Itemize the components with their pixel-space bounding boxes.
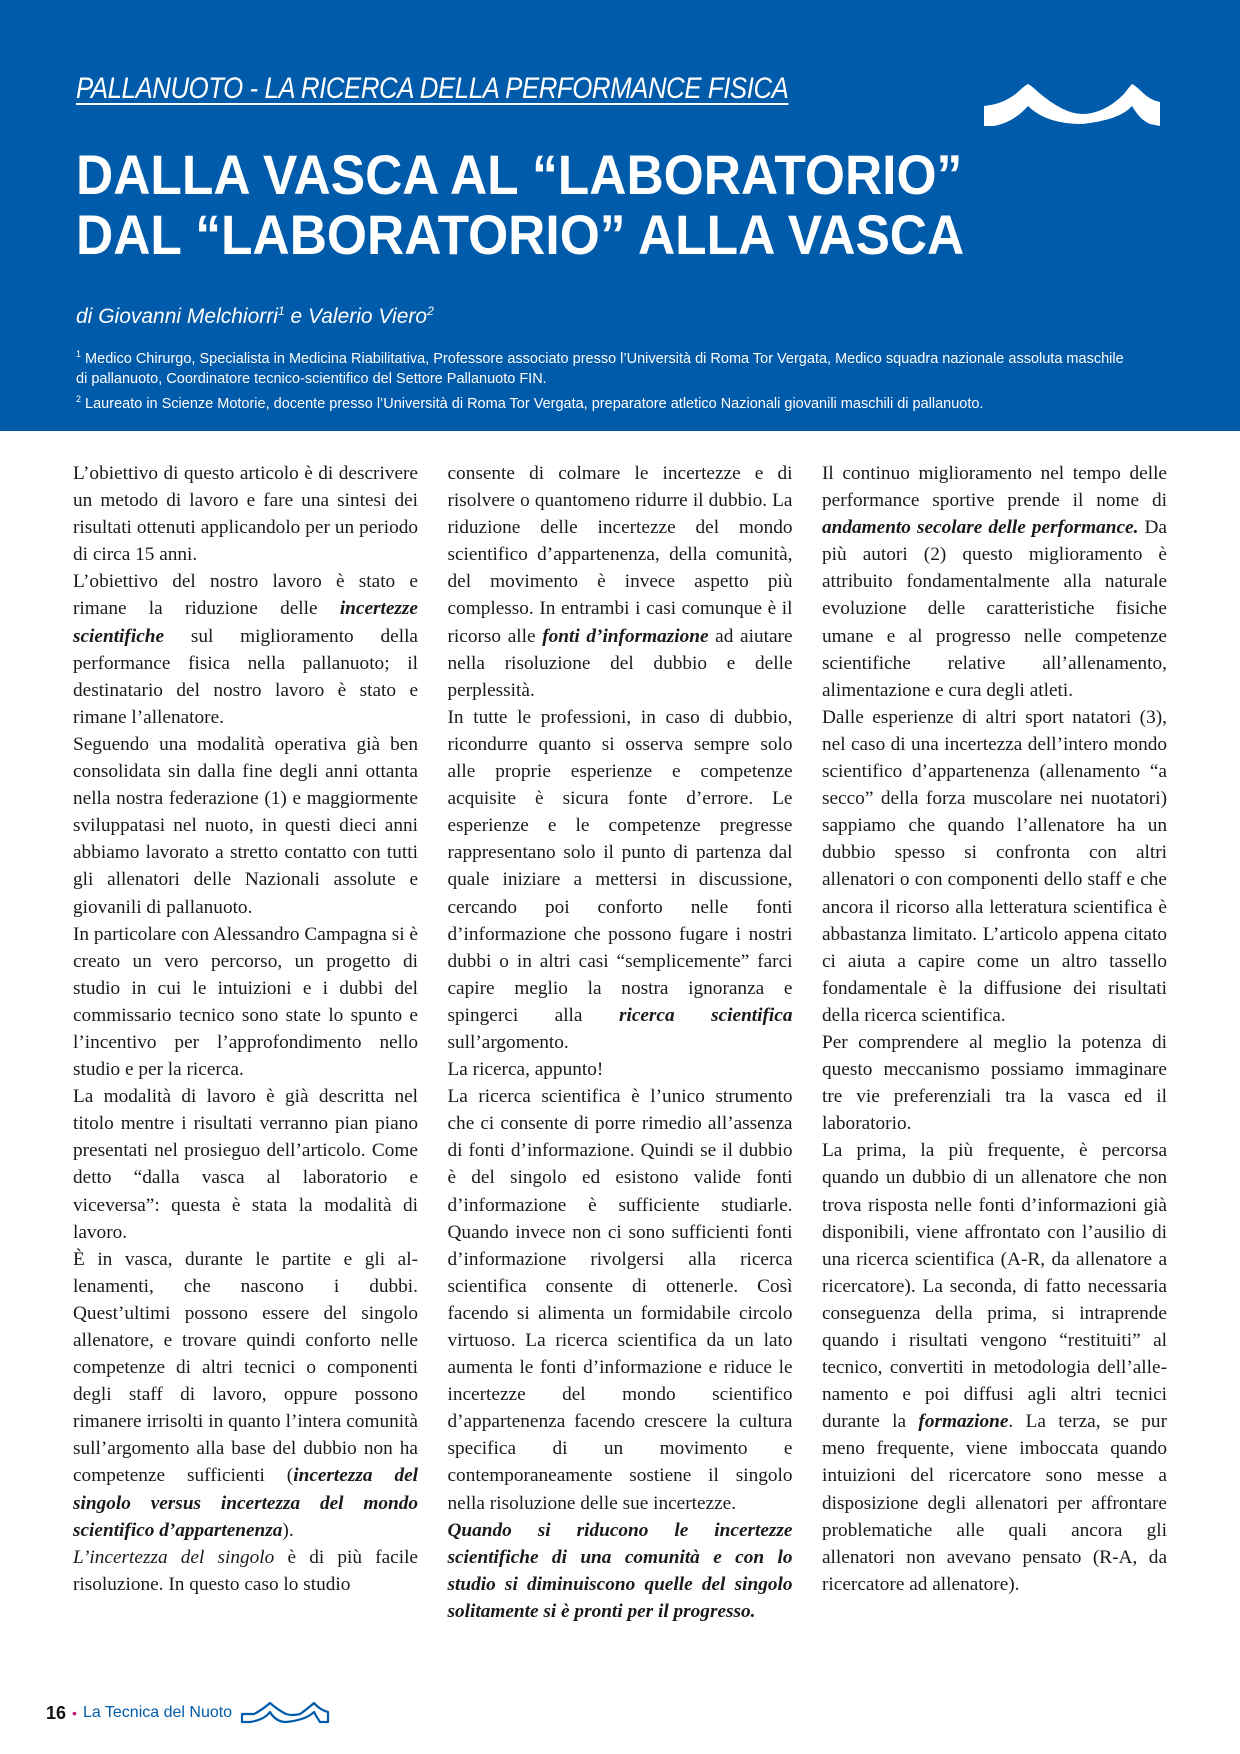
emphasis: andamento secolare delle performance.: [822, 517, 1139, 539]
magazine-name: La Tecnica del Nuoto: [82, 1704, 233, 1721]
footnote-1: $^1$ Medico Chirurgo, Specialista in Medicina Riabilitativa, Professore associato presso l’Università di Roma Tor Vergata, Medico squadra nazionale assoluta maschile di pallanuoto, Coordinatore tecnico-scientifico del Settore Pallanuoto FIN.: [76, 349, 1124, 387]
title-line-2: DAL “LABORATORIO” ALLA VASCA: [76, 203, 965, 266]
title-line-1: DALLA VASCA AL “LABORATORIO”: [76, 143, 963, 206]
paragraph: La modalità di lavoro è già descritta nel titolo mentre i risultati verranno pian piano presentati nel prosieguo dell’articolo. Come detto “dalla vasca al laboratorio e viceversa”: questa è stata la modalità di lavoro.: [73, 1086, 418, 1243]
author-footnotes: [76, 344, 1136, 414]
article-body: [73, 460, 1167, 1625]
author-1: Giovanni Melchiorri$^1$: [98, 304, 285, 328]
paragraph: In tutte le professioni, in caso di dubbio, ricondurre quanto si osserva sempre solo alle proprie esperienze e competenze acquisite è sicura fonte d’errore. Le esperienze e le competenze pregresse rappresentano solo il punto di partenza dal quale iniziare a mettersi in discussione, cercando poi conforto nelle fonti d’informazione che possono fugare i nostri dubbi o in altri casi “semplicemente” farci capire meglio la nostra ignoranza e spingerci alla ricerca scientifica sull’argomento.: [447, 706, 793, 1053]
paragraph: Per comprendere al meglio la potenza di questo meccanismo possiamo immaginare tre vie preferenziali tra la vasca ed il laboratorio.: [822, 1031, 1167, 1135]
wave-outline-icon: [240, 1700, 330, 1726]
column-3: [822, 460, 1167, 1625]
page-footer: [46, 1700, 330, 1726]
byline-conjunction: e: [290, 305, 303, 328]
author-2: Valerio Viero$^2$: [308, 304, 434, 328]
byline-prefix: di: [76, 305, 93, 328]
column-2: [448, 460, 793, 1625]
emphasis: incertezze scientifiche: [73, 598, 418, 647]
section-kicker: PALLANUOTO - LA RICERCA DELLA PERFORMANCE FISICA: [76, 72, 789, 105]
page-number: 16: [46, 1702, 67, 1723]
highlight-paragraph: Quando si riducono le incertezze scientifiche di una comunità e con lo studio si diminuiscono quelle del singolo solitamente si è pronti per il progresso.: [447, 1519, 793, 1622]
paragraph: L’incertezza del singolo è di più facile risoluzione. In questo caso lo studio: [73, 1546, 418, 1595]
paragraph: La ricerca, appunto!: [447, 1059, 604, 1081]
paragraph: L’obiettivo del nostro lavoro è stato e rimane la riduzione delle incertezze scientifiche sul miglioramento della performance fisica nella pallanuoto; il destinatario del nostro lavoro è stato e rimane l’allenatore.: [73, 571, 418, 728]
paragraph: Dalle esperienze di altri sport natatori (3), nel caso di una incertezza dell’intero mondo scientifico d’appartenenza (allenamento “a secco” della forza muscolare nei nuotatori) sappiamo che quando l’allenatore ha un dubbio spesso si confronta con altri allenatori o con componenti dello staff e che ancora il ricorso alla letteratura scientifica è abbastanza limitato. L’articolo appena citato ci aiuta a capire come un altro tassello fondamentale è la diffusione dei risultati della ricerca scientifica.: [822, 706, 1167, 1026]
footer-separator: •: [72, 1705, 77, 1721]
emphasis: incertezza del singolo versus incertezza del mondo scientifico d’appartenenza: [73, 1465, 419, 1541]
paragraph: È in vasca, durante le partite e gli allenamenti, che nascono i dubbi. Quest’ultimi possono essere del singolo allenatore, e trovare quindi conforto nelle competenze di altri tecnici o componenti degli staff di lavoro, oppure possono rimanere irrisolti in quanto l’intera comunità sull’argomento alla base del dubbio non ha competenze sufficienti (incertezza del singolo versus incertezza del mondo scientifico d’appartenenza).: [73, 1248, 419, 1541]
paragraph: La prima, la più frequente, è percorsa quando un dubbio di un allenatore che non trova risposta nelle fonti d’informazioni già disponibili, viene affrontato con l’ausilio di una ricerca scientifica (A-R, da allenatore a ricercatore). La seconda, di fatto necessaria conseguenza della prima, si intraprende quando i risultati vengono “restituiti” al tecnico, convertiti in metodologia dell’allenamento e poi diffusi agli altri tecnici durante la formazione. La terza, se pur meno frequente, viene imboccata quando intuizioni del ricercatore sono messe a disposizione degli allenatori per affrontare problematiche alle quali ancora gli allenatori non avevano pensato (R-A, da ricercatore ad allenatore).: [822, 1140, 1167, 1595]
paragraph: La ricerca scientifica è l’unico strumento che ci consente di porre rimedio all’assenza di fonti d’informazione. Quindi se il dubbio è del singolo ed esistono valide fonti d’informazione è sufficiente studiarle. Quando invece non ci sono sufficienti fonti d’informazione rivolgersi alla ricerca scientifica consente di ottenerle. Così facendo si alimenta un formidabile circolo virtuoso. La ricerca scientifica da un lato aumenta le fonti d’informazione e riduce le incertezze del mondo scientifico d’appartenenza facendo crescere la cultura specifica di un movimento e contemporaneamente sostiene il singolo nella risoluzione delle sue incertezze.: [447, 1086, 793, 1514]
paragraph: In particolare con Alessandro Campagna si è creato un vero percorso, un progetto di studio in cui le intuizioni e i dubbi del commissario tecnico sono state lo spunto e l’incentivo per l’approfondimento nello studio e per la ricerca.: [73, 923, 418, 1081]
byline: [76, 304, 434, 329]
article-title: [76, 145, 964, 265]
footnote-2: $^2$ Laureato in Scienze Motorie, docente presso l’Università di Roma Tor Vergata, preparatore atletico Nazionali giovanili maschili di pallanuoto.: [76, 393, 984, 412]
paragraph: Seguendo una modalità operativa già ben consolidata sin dalla fine degli anni ottanta nella nostra federazione (1) e maggiormente sviluppatasi nel nuoto, in questi dieci anni abbiamo lavorato a stretto contatto con tutti gli allenatori delle Nazionali assolute e giovanili di pallanuoto.: [73, 733, 418, 918]
paragraph: L’obiettivo di questo articolo è di descrivere un metodo di lavoro e fare una sintesi dei risultati ottenuti applicandolo per un periodo di circa 15 anni.: [73, 463, 418, 566]
paragraph: consente di colmare le incertezze e di risolvere o quantomeno ridurre il dubbio. La riduzione delle incertezze del mondo scientifico d’appartenenza, della comunità, del movimento è invece aspetto più complesso. In entrambi i casi comunque è il ricorso alle fonti d’informazione ad aiutare nella risoluzione del dubbio e delle perplessità.: [447, 463, 793, 701]
paragraph: Il continuo miglioramento nel tempo delle performance sportive prende il nome di andamento secolare delle performance. Da più autori (2) questo miglioramento è attribuito fondamentalmente alla naturale evoluzione delle caratteristiche fisiche umane e al progresso nelle competenze scientifiche relative all’allenamento, alimentazione e cura degli atleti.: [822, 463, 1167, 701]
emphasis: formazione: [918, 1411, 1009, 1433]
column-1: [73, 460, 418, 1625]
article-header: [0, 0, 1240, 431]
wave-icon: [984, 84, 1160, 126]
emphasis: ricerca scientifica: [618, 1004, 793, 1026]
emphasis: fonti d’informazione: [542, 625, 709, 647]
emphasis: L’incertezza del singolo: [73, 1546, 275, 1568]
